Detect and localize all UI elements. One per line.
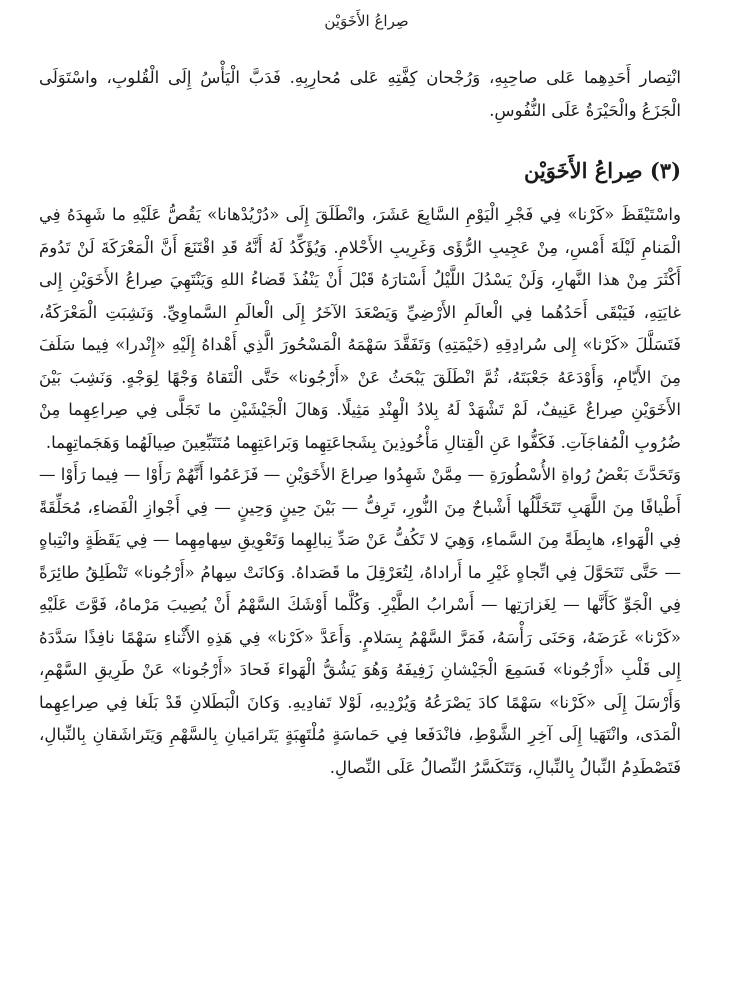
running-header: صِراعُ الأَخَوَيْن — [324, 12, 409, 30]
section-heading: (٣) صِراعُ الأَخَوَيْن — [523, 158, 681, 183]
body-paragraph: وَتَحَدَّثَ بَعْضُ رُواةِ الأُسْطُورَةِ — مِمَّنْ شَهِدُوا صِراعَ الأَخَوَيْنِ — فَزَعَمُوا أَنَّهُمْ رَأَوْا — فِيما رَأَوْا — أَطْيافًا مِنَ اللَّهَبِ تَتَخَلَّلُها أَشْباحٌ مِنَ النُّورِ، تَرِفُّ — بَيْنَ حِينٍ وَحِينٍ — فِي أَجْوازِ الْفَضاءِ، مُحَلِّقَةً فِي الْهَواءِ، هابِطَةً مِنَ السَّماءِ، وَهِيَ لا تَكُفُّ عَنْ صَدِّ نِبالِهِما وَتَعْوِيقِ سِهامِهِما — فِي يَقَظَةٍ وانْتِباهٍ — حَتَّى تَتَحَوَّلَ فِي اتِّجاهٍ غَيْرِ ما أَراداهُ، لِتُعَرْقِلَ ما قَصَداهُ. وَكانَتْ سِهامُ «أَرْجُونا» تَنْطَلِقُ طائِرَةً فِي الْجَوِّ كَأَنَّها — لِغَزارَتِها — أَسْرابُ الطَّيْرِ. وَكُلَّما أَوْشَكَ السَّهْمُ أَنْ يُصِيبَ مَرْماهُ، فَوَّتَ عَلَيْهِ «كَرْنا» غَرَضَهُ، وَحَنَى رَأْسَهُ، فَمَرَّ السَّهْمُ بِسَلامٍ. وَأَعَدَّ «كَرْنا» فِي هَذِهِ الأَثْناءِ سَهْمًا نافِذًا سَدَّدَهُ إِلى قَلْبِ «أَرْجُونا» فَسَمِعَ الْجَيْشانِ زَفِيفَهُ وَهُوَ يَشُقُّ الْهَواءَ فَحادَ «أَرْجُونا» عَنْ طَرِيقِ السَّهْمِ، وَأَرْسَلَ إِلَى «كَرْنا» سَهْمًا كادَ يَصْرَعُهُ وَيُرْدِيهِ، لَوْلا تَفادِيهِ. وَكانَ الْبَطَلانِ قَدْ بَلَغا فِي صِراعِهِما الْمَدَى، وانْتَهَيا إِلَى آخِرِ الشَّوْطِ، فانْدَفَعا فِي حَماسَةٍ مُلْتَهِبَةٍ يَتَرامَيانِ بِالسَّهْمِ وَيَتَراشَقانِ بِالنِّبالِ، فَتَصْطَدِمُ النِّبالُ بِالنِّبالِ، وَتَتَكَسَّرُ النِّصالُ عَلَى النِّصالِ. — [39, 465, 681, 777]
page-body — [39, 62, 681, 784]
continued-paragraph: انْتِصار أَحَدِهِما عَلى صاحِبِهِ، وَرُجْحان كِفَّتِهِ عَلى مُحارِبِهِ. فَدَبَّ الْيَأْسُ إِلَى الْقُلوبِ، واسْتَوَلَى الْجَزَعُ والْحَيْرَةُ عَلَى النُّفُوسِ. — [39, 68, 681, 120]
body-paragraph: واسْتَيْقَظَ «كَرْنا» فِي فَجْرِ الْيَوْمِ السَّابِعَ عَشَرَ، وانْطَلَقَ إِلَى «دُرْيُدْهانا» يَقُصُّ عَلَيْهِ ما شَهِدَهُ فِي الْمَنامِ لَيْلَةَ أَمْسِ، مِنْ عَجِيبِ الرُّؤَى وَغَرِيبِ الأَحْلامِ. وَيُؤَكِّدُ لَهُ أَنَّهُ قَدِ اقْتَنَعَ أَنَّ الْمَعْرَكَةَ لَنْ تَدُومَ أَكْثَرَ مِنْ هذا النَّهارِ، وَلَنْ يَسْدُلَ اللَّيْلُ أَسْتارَهُ قَبْلَ أَنْ يَنْفُذَ قَضاءُ اللهِ وَيَنْتَهِيَ صِراعُ الأَخَوَيْنِ إِلى غايَتِهِ، فَيَبْقَى أَحَدُهُما فِي الْعالَمِ الأَرْضِيِّ وَيَصْعَدَ الآخَرُ إِلَى الْعالَمِ السَّماوِيِّ. وَنَشِبَتِ الْمَعْرَكَةُ، فَتَسَلَّلَ «كَرْنا» إِلى سُرادِقِهِ (خَيْمَتِهِ) وَتَفَقَّدَ سَهْمَهُ الْمَسْحُورَ الَّذِي أَهْداهُ إِلَيْهِ «إِنْدرا» فِيما سَلَفَ مِنَ الأَيّامِ، وَأَوْدَعَهُ جَعْبَتَهُ، ثُمَّ انْطَلَقَ يَبْحَثُ عَنْ «أَرْجُونا» حَتَّى الْتَقاهُ وَجْهًا لِوَجْهٍ. وَنَشِبَ بَيْنَ الأَخَوَيْنِ صِراعٌ عَنِيفٌ، لَمْ تَشْهَدْ لَهُ بِلادُ الْهِنْدِ مَثِيلًا. وَهالَ الْجَيْشَيْنِ ما تَجَلَّى فِي صِراعِهِما مِنْ ضُرُوبِ الْمُفاجَآتِ. فَكَفُّوا عَنِ الْقِتالِ مَأْخُوذِينَ بِشَجاعَتِهِما وَبَراعَتِهِما مُتَتَبِّعِينَ صِيالَهُما وَهَجَماتِهِما. — [39, 205, 681, 452]
